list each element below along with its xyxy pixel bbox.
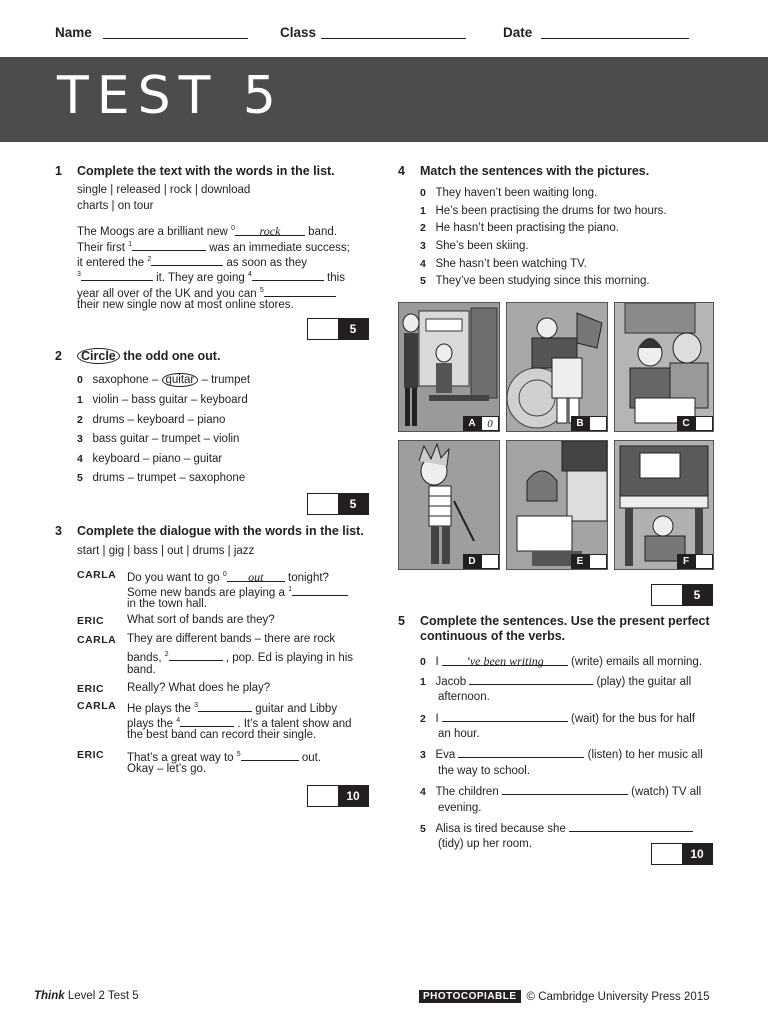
footer-book-name: Think: [34, 990, 65, 1002]
q3-speaker: CARLA: [77, 700, 117, 712]
q3-text: band.: [127, 664, 156, 676]
q4-item-text: She’s been skiing.: [435, 240, 529, 252]
q3-text: Okay – let’s go.: [127, 763, 207, 775]
photocopiable-badge: PHOTOCOPIABLE: [419, 990, 521, 1003]
q2-item-text: drums – keyboard – piano: [92, 414, 226, 426]
q1-text: it entered the: [77, 256, 148, 269]
q1-number: 1: [55, 164, 62, 178]
q2-item-3[interactable]: [77, 432, 239, 447]
q3-speaker: ERIC: [77, 683, 105, 695]
q1-line-5: [77, 298, 294, 313]
date-label: Date: [503, 25, 533, 40]
q3-text: plays the: [127, 717, 177, 730]
picture-d-answer[interactable]: [481, 554, 499, 569]
q1-gap-number: 3: [77, 271, 81, 278]
q3-text: They are different bands – there are rock: [127, 633, 336, 645]
q2-example-circled: guitar: [162, 373, 199, 387]
q3-speaker: CARLA: [77, 634, 117, 646]
q3-wordlist: start | gig | bass | out | drums | jazz: [77, 545, 255, 557]
q2-item-4[interactable]: [77, 452, 222, 467]
q1-wordlist-line1: single | released | rock | download: [77, 184, 251, 196]
picture-f-answer[interactable]: [695, 554, 713, 569]
footer-book-title: [34, 990, 139, 1002]
q2-circle-word: Circle: [77, 348, 120, 364]
q5-item-0: [420, 654, 702, 670]
q2-item-text: keyboard – piano – guitar: [92, 453, 223, 465]
item-number: 1: [77, 394, 83, 406]
q5-max-score: 10: [682, 844, 712, 864]
q1-example-answer: rock: [259, 223, 281, 238]
q5-text: (listen) to her music all: [584, 749, 703, 761]
q1-wordlist-line2: charts | on tour: [77, 200, 154, 212]
picture-a-label: [463, 416, 499, 431]
picture-letter: D: [463, 554, 481, 569]
q3-gap-number: 4: [176, 717, 181, 724]
q1-gap-number: 2: [147, 256, 152, 263]
q3-example-answer: out: [248, 569, 264, 584]
q4-score-input[interactable]: [652, 585, 682, 605]
q5-text: an hour.: [438, 728, 480, 740]
q5-text: Jacob: [435, 676, 470, 688]
class-label: Class: [280, 25, 317, 40]
date-field[interactable]: [541, 38, 689, 39]
q3-gap-3[interactable]: [198, 700, 252, 712]
item-number: 4: [77, 453, 83, 465]
q5-text: I: [435, 656, 442, 668]
name-field[interactable]: [103, 38, 248, 39]
q3-text: . It’s a talent show and: [234, 717, 352, 730]
picture-c-illustration: [615, 303, 713, 431]
q1-text: band.: [304, 225, 337, 238]
picture-b-answer[interactable]: [589, 416, 607, 431]
q1-max-score: 5: [338, 319, 368, 339]
q1-score-input[interactable]: [308, 319, 338, 339]
q1-score-box: [307, 318, 369, 340]
item-number: 3: [77, 433, 83, 445]
q3-score-input[interactable]: [308, 786, 338, 806]
q5-text: the way to school.: [438, 765, 531, 777]
q2-item-text: saxophone –: [92, 374, 162, 386]
q2-title: [77, 349, 220, 363]
q3-line: [127, 647, 353, 666]
q1-gap-number: 1: [128, 241, 133, 248]
item-number: 4: [420, 786, 426, 798]
picture-d: [398, 440, 500, 570]
picture-c: [614, 302, 714, 432]
picture-f-label: [677, 554, 713, 569]
q1-text: as soon as they: [223, 256, 307, 269]
picture-letter: A: [463, 416, 481, 431]
picture-e-illustration: [507, 441, 607, 569]
picture-letter: F: [677, 554, 695, 569]
q2-item-text: violin – bass guitar – keyboard: [92, 394, 248, 406]
q4-item-text: She hasn’t been watching TV.: [435, 258, 587, 270]
picture-a-illustration: [399, 303, 499, 431]
q1-gap-number: 0: [231, 225, 235, 232]
picture-f: [614, 440, 714, 570]
q4-item-text: They’ve been studying since this morning.: [435, 275, 650, 287]
q3-text: tonight?: [284, 571, 329, 584]
q4-item-3: [420, 239, 529, 254]
q3-max-score: 10: [338, 786, 368, 806]
q1-text: it. They are going: [152, 271, 248, 284]
q4-item-text: He hasn’t been practising the piano.: [435, 222, 619, 234]
q5-example-answer: ’ve been writing: [465, 654, 544, 668]
picture-b-illustration: [507, 303, 607, 431]
q5-text: The children: [435, 786, 502, 798]
item-number: 3: [420, 749, 426, 761]
q3-text: bands,: [127, 651, 165, 664]
q3-gap-number: 1: [288, 586, 293, 593]
q3-text: , pop. Ed is playing in his: [222, 651, 354, 664]
picture-b: [506, 302, 608, 432]
q4-item-0: [420, 186, 597, 201]
item-number: 3: [420, 240, 426, 252]
q5-text: Eva: [435, 749, 459, 761]
q3-gap-5[interactable]: [241, 749, 299, 761]
picture-e-label: [571, 554, 607, 569]
q3-score-box: [307, 785, 369, 807]
q3-gap-4[interactable]: [180, 715, 234, 727]
q5-number: 5: [398, 614, 405, 628]
page-title: TEST 5: [57, 66, 285, 126]
q4-max-score: 5: [682, 585, 712, 605]
item-number: 1: [420, 205, 426, 217]
q3-text: in the town hall.: [127, 598, 207, 610]
q2-item-0: [77, 373, 250, 388]
picture-f-illustration: [615, 441, 713, 569]
item-number: 5: [420, 823, 426, 835]
q2-score-box: [307, 493, 369, 515]
q4-item-2: [420, 221, 619, 236]
picture-d-label: [463, 554, 499, 569]
q5-gap-1[interactable]: [469, 673, 593, 685]
footer-level-test: Level 2 Test 5: [64, 990, 139, 1002]
picture-c-answer[interactable]: [695, 416, 713, 431]
q1-text: Their first: [77, 241, 129, 254]
item-number: 5: [420, 275, 426, 287]
q3-text: Some new bands are playing a: [127, 586, 289, 599]
q3-number: 3: [55, 524, 62, 538]
q2-item-text: drums – trumpet – saxophone: [92, 472, 246, 484]
q2-max-score: 5: [338, 494, 368, 514]
picture-b-label: [571, 416, 607, 431]
q1-gap-2[interactable]: [151, 254, 223, 266]
picture-letter: B: [571, 416, 589, 431]
q1-gap-3[interactable]: [81, 269, 153, 281]
q1-title: Complete the text with the words in the list.: [77, 164, 335, 178]
q5-score-box: [651, 843, 713, 865]
q5-gap-4[interactable]: [502, 783, 628, 795]
q5-text: (tidy) up her room.: [438, 838, 532, 850]
q1-text: was an immediate success;: [206, 241, 350, 254]
q3-text: the best band can record their single.: [127, 729, 317, 741]
item-number: 4: [420, 258, 426, 270]
q2-title-rest: the odd one out.: [119, 349, 221, 363]
q3-speaker: ERIC: [77, 615, 105, 627]
q1-text: The Moogs are a brilliant new: [77, 225, 232, 238]
item-number: 2: [77, 414, 83, 426]
q1-gap-number: 5: [259, 287, 264, 294]
picture-c-label: [677, 416, 713, 431]
q4-item-5: [420, 274, 650, 289]
item-number: 0: [420, 187, 426, 199]
q5-item-5: [420, 820, 693, 837]
q1-text: this: [323, 271, 345, 284]
q2-item-5[interactable]: [77, 471, 245, 486]
q3-gap-number: 5: [236, 751, 241, 758]
picture-d-illustration: [399, 441, 499, 569]
picture-e-answer[interactable]: [589, 554, 607, 569]
q2-number: 2: [55, 349, 62, 363]
picture-e: [506, 440, 608, 570]
picture-letter: C: [677, 416, 695, 431]
q3-gap-2[interactable]: [169, 649, 223, 661]
item-number: 2: [420, 222, 426, 234]
q1-gap-5[interactable]: [264, 285, 336, 297]
q5-gap-0: [442, 654, 568, 666]
q5-gap-2[interactable]: [442, 710, 568, 722]
q3-gap-1[interactable]: [292, 584, 348, 596]
item-number: 0: [420, 656, 426, 668]
q2-item-2[interactable]: [77, 413, 225, 428]
q4-title: Match the sentences with the pictures.: [420, 164, 650, 178]
q3-speaker: ERIC: [77, 749, 105, 761]
q3-speaker: CARLA: [77, 569, 117, 581]
q3-text: He plays the: [127, 702, 195, 715]
q5-text: (play) the guitar all: [593, 676, 692, 688]
q5-text: (wait) for the bus for half: [567, 713, 696, 725]
copyright-text: © Cambridge University Press 2015: [526, 990, 710, 1003]
q5-item-3: [420, 746, 703, 763]
item-number: 2: [420, 713, 426, 725]
picture-a-answer[interactable]: 0: [481, 416, 499, 431]
q4-score-box: [651, 584, 713, 606]
picture-a: [398, 302, 500, 432]
q3-text: out.: [298, 751, 322, 764]
class-field[interactable]: [321, 38, 466, 39]
q1-text: year all over of the UK and you can: [77, 287, 260, 300]
q3-text: What sort of bands are they?: [127, 614, 275, 626]
q5-text: afternoon.: [438, 691, 490, 703]
item-number: 0: [77, 374, 83, 386]
q4-item-text: They haven’t been waiting long.: [435, 187, 598, 199]
q1-text: their new single now at most online stores.: [77, 299, 294, 311]
q3-title: Complete the dialogue with the words in the list.: [77, 524, 364, 538]
q3-text: guitar and Libby: [252, 702, 338, 715]
q5-gap-3[interactable]: [458, 746, 584, 758]
q5-item-1: [420, 673, 691, 690]
q1-gap-number: 4: [247, 271, 252, 278]
q3-gap-number: 0: [222, 571, 227, 578]
q5-title-line1: Complete the sentences. Use the present perfect: [420, 614, 710, 628]
q2-item-text: – trumpet: [198, 374, 251, 386]
q2-score-input[interactable]: [308, 494, 338, 514]
q3-text: That’s a great way to: [127, 751, 237, 764]
q2-item-1[interactable]: [77, 393, 248, 408]
q5-text: Alisa is tired because she: [435, 823, 570, 835]
q5-text: (watch) TV all: [627, 786, 702, 798]
footer-right: [419, 990, 710, 1003]
q5-item-4: [420, 783, 701, 800]
q3-gap-number: 3: [194, 702, 199, 709]
q4-number: 4: [398, 164, 405, 178]
q5-gap-5[interactable]: [569, 820, 693, 832]
q2-item-text: bass guitar – trumpet – violin: [92, 433, 240, 445]
q1-gap-0: [235, 224, 305, 236]
item-number: 5: [77, 472, 83, 484]
picture-letter: E: [571, 554, 589, 569]
q5-score-input[interactable]: [652, 844, 682, 864]
q4-item-1: [420, 204, 667, 219]
q4-item-4: [420, 257, 587, 272]
q1-gap-1[interactable]: [132, 239, 206, 251]
name-label: Name: [55, 25, 92, 40]
item-number: 1: [420, 676, 426, 688]
q3-gap-0: [227, 570, 285, 582]
q5-text: evening.: [438, 802, 482, 814]
q5-title-line2: continuous of the verbs.: [420, 629, 566, 643]
q5-text: (write) emails all morning.: [567, 656, 703, 668]
q1-gap-4[interactable]: [252, 269, 324, 281]
q3-text: Do you want to go: [127, 571, 223, 584]
q3-text: Really? What does he play?: [127, 682, 271, 694]
q3-gap-number: 2: [164, 651, 169, 658]
q5-item-2: [420, 710, 695, 727]
q5-text: I: [435, 713, 442, 725]
q4-item-text: He’s been practising the drums for two hours.: [435, 205, 667, 217]
